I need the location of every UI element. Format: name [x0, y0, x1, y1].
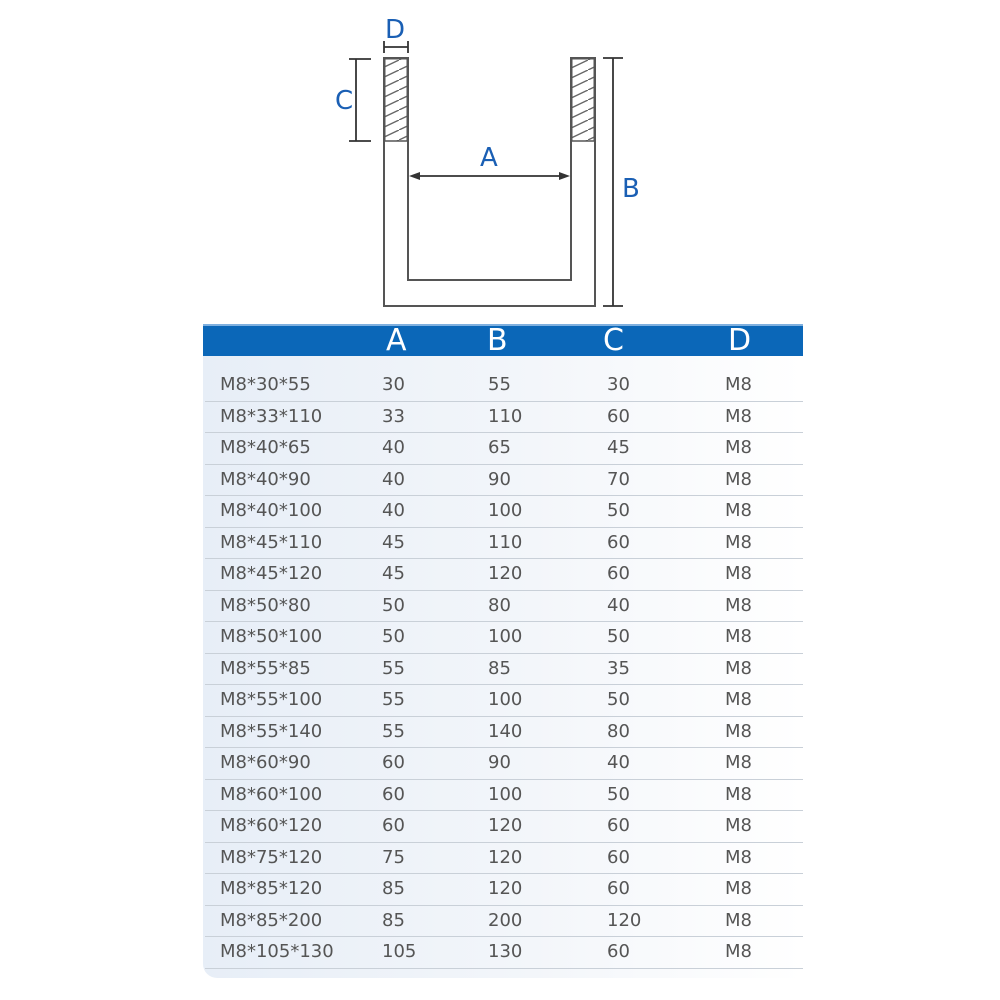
cell-c: 60: [607, 815, 630, 836]
cell-model: M8*50*100: [220, 626, 323, 647]
cell-d: M8: [725, 405, 752, 427]
table-row: [205, 717, 803, 749]
cell-a: 85: [382, 909, 405, 931]
table-row: [205, 811, 803, 843]
u-bolt-outline: [384, 58, 595, 306]
column-header-d: D: [728, 323, 752, 358]
table-header: [203, 324, 803, 356]
cell-b: 85: [488, 657, 511, 679]
cell-model: M8*105*130: [220, 941, 334, 962]
table-row: [205, 591, 803, 623]
cell-a: 40: [382, 437, 405, 458]
cell-model: M8*40*90: [220, 468, 311, 490]
cell-b: 100: [488, 783, 523, 805]
cell-d: M8: [725, 720, 752, 742]
cell-b: 120: [488, 878, 523, 899]
cell-c: 40: [607, 752, 630, 773]
cell-c: 120: [607, 909, 642, 931]
table-row: [205, 906, 803, 938]
label-c: C: [335, 86, 354, 116]
cell-d: M8: [725, 594, 752, 616]
cell-model: M8*45*120: [220, 563, 323, 584]
cell-d: M8: [725, 878, 752, 899]
table-row: [205, 433, 803, 465]
cell-d: M8: [725, 531, 752, 553]
cell-b: 120: [488, 815, 523, 836]
cell-a: 50: [382, 594, 405, 616]
cell-b: 65: [488, 437, 511, 458]
cell-d: M8: [725, 815, 752, 836]
cell-model: M8*60*90: [220, 752, 311, 773]
cell-d: M8: [725, 909, 752, 931]
cell-model: M8*45*110: [220, 531, 323, 553]
cell-a: 60: [382, 752, 405, 773]
u-bolt-diagram: [0, 0, 1000, 320]
spec-table: [203, 324, 803, 978]
cell-b: 100: [488, 500, 523, 521]
cell-a: 45: [382, 531, 405, 553]
cell-b: 100: [488, 626, 523, 647]
cell-d: M8: [725, 783, 752, 805]
cell-b: 100: [488, 689, 523, 710]
cell-b: 55: [488, 374, 511, 395]
cell-model: M8*55*140: [220, 720, 323, 742]
cell-c: 50: [607, 783, 630, 805]
cell-c: 40: [607, 594, 630, 616]
cell-c: 35: [607, 657, 630, 679]
cell-b: 110: [488, 531, 523, 553]
column-header-c: C: [603, 323, 624, 358]
cell-c: 60: [607, 941, 630, 962]
right-thread: [572, 59, 594, 141]
cell-b: 130: [488, 941, 523, 962]
cell-c: 60: [607, 846, 630, 868]
table-row: [205, 843, 803, 875]
cell-a: 33: [382, 405, 405, 427]
cell-c: 50: [607, 500, 630, 521]
cell-d: M8: [725, 468, 752, 490]
table-row: [205, 559, 803, 591]
table-row: [205, 937, 803, 969]
cell-b: 90: [488, 752, 511, 773]
cell-b: 120: [488, 846, 523, 868]
table-row: [205, 780, 803, 812]
cell-c: 80: [607, 720, 630, 742]
cell-d: M8: [725, 374, 752, 395]
cell-c: 45: [607, 437, 630, 458]
cell-c: 60: [607, 878, 630, 899]
label-b: B: [622, 174, 640, 204]
cell-c: 30: [607, 374, 630, 395]
cell-b: 110: [488, 405, 523, 427]
cell-d: M8: [725, 941, 752, 962]
table-body: [203, 356, 803, 969]
dimension-d: [384, 15, 408, 53]
cell-a: 55: [382, 720, 405, 742]
column-header-b: B: [487, 323, 508, 358]
cell-a: 105: [382, 941, 417, 962]
cell-d: M8: [725, 437, 752, 458]
table-row: [205, 685, 803, 717]
cell-b: 80: [488, 594, 511, 616]
table-row: [205, 528, 803, 560]
cell-a: 40: [382, 500, 405, 521]
cell-a: 50: [382, 626, 405, 647]
cell-d: M8: [725, 846, 752, 868]
column-header-a: A: [386, 323, 407, 358]
cell-model: M8*85*120: [220, 878, 323, 899]
cell-model: M8*60*100: [220, 783, 323, 805]
cell-c: 50: [607, 626, 630, 647]
table-row: [205, 496, 803, 528]
cell-model: M8*30*55: [220, 374, 311, 395]
cell-model: M8*55*100: [220, 689, 323, 710]
cell-c: 60: [607, 531, 630, 553]
table-row: [205, 748, 803, 780]
cell-d: M8: [725, 752, 752, 773]
cell-a: 60: [382, 783, 405, 805]
table-row: [205, 622, 803, 654]
dimension-a: [409, 143, 570, 180]
cell-b: 120: [488, 563, 523, 584]
cell-a: 85: [382, 878, 405, 899]
cell-model: M8*33*110: [220, 405, 323, 427]
table-row: [205, 402, 803, 434]
cell-d: M8: [725, 657, 752, 679]
table-row: [205, 370, 803, 402]
table-row: [205, 654, 803, 686]
cell-c: 60: [607, 563, 630, 584]
label-a: A: [480, 143, 498, 173]
cell-a: 45: [382, 563, 405, 584]
cell-model: M8*85*200: [220, 909, 323, 931]
cell-model: M8*40*65: [220, 437, 311, 458]
cell-a: 55: [382, 689, 405, 710]
cell-model: M8*55*85: [220, 657, 311, 679]
dimension-b: [603, 58, 640, 306]
cell-model: M8*40*100: [220, 500, 323, 521]
table-row: [205, 465, 803, 497]
cell-d: M8: [725, 500, 752, 521]
cell-c: 60: [607, 405, 630, 427]
dimension-c: [335, 59, 371, 141]
cell-a: 75: [382, 846, 405, 868]
cell-a: 60: [382, 815, 405, 836]
label-d: D: [385, 15, 406, 45]
cell-a: 55: [382, 657, 405, 679]
cell-model: M8*50*80: [220, 594, 311, 616]
cell-a: 40: [382, 468, 405, 490]
cell-c: 50: [607, 689, 630, 710]
cell-d: M8: [725, 689, 752, 710]
cell-b: 140: [488, 720, 523, 742]
table-row: [205, 874, 803, 906]
cell-b: 200: [488, 909, 523, 931]
cell-c: 70: [607, 468, 630, 490]
cell-model: M8*60*120: [220, 815, 323, 836]
cell-d: M8: [725, 626, 752, 647]
cell-a: 30: [382, 374, 405, 395]
left-thread: [385, 59, 407, 141]
cell-b: 90: [488, 468, 511, 490]
cell-d: M8: [725, 563, 752, 584]
cell-model: M8*75*120: [220, 846, 323, 868]
